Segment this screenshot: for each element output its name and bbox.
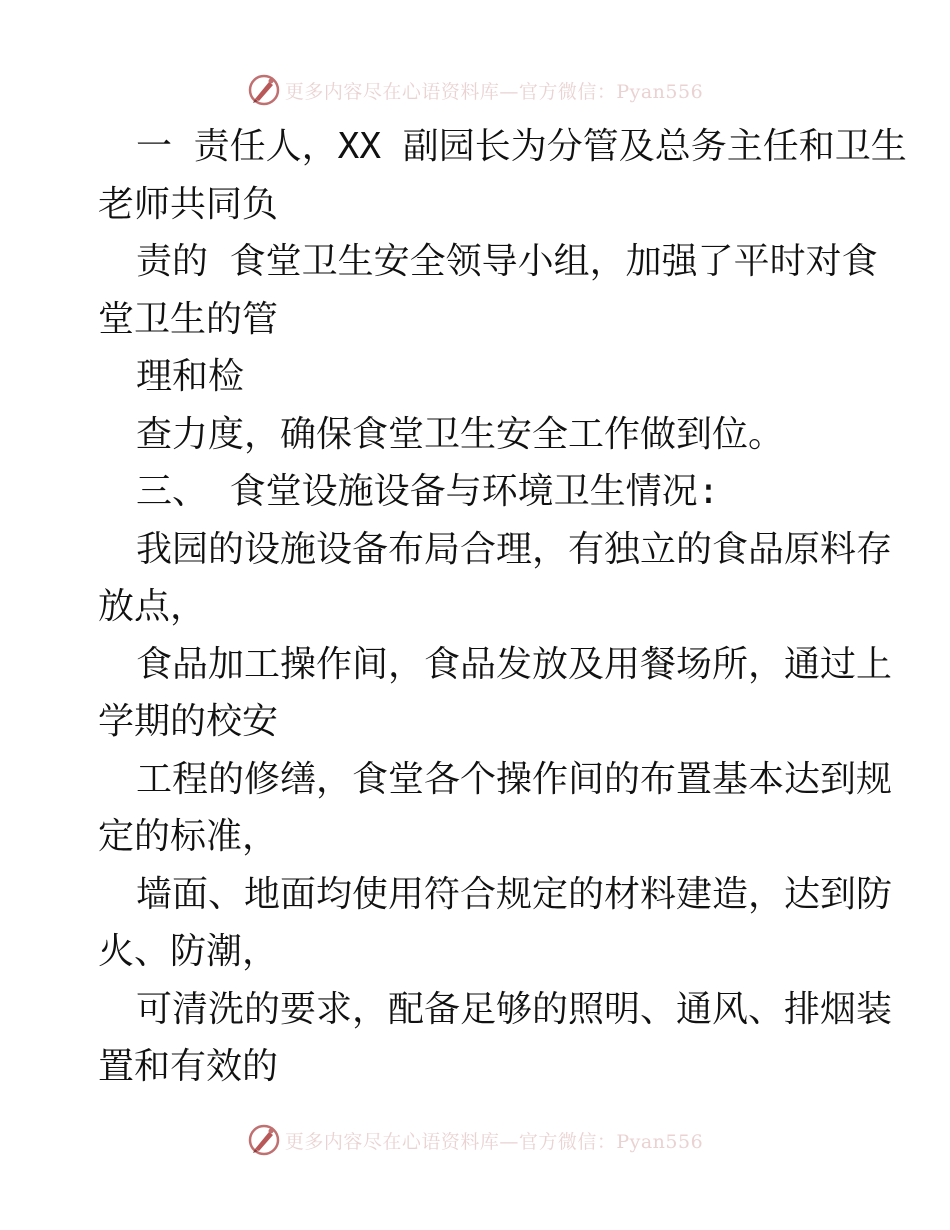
text-line: 责的 食堂卫生安全领导小组，加强了平时对食 [136,241,878,282]
pen-in-circle-logo-icon [247,1123,281,1157]
watermark-text: 更多内容尽在心语资料库—官方微信：Pyan556 [284,80,704,103]
text-line: 我园的设施设备布局合理，有独立的食品原料存 [136,528,893,570]
text-line: 堂卫生的管 [98,298,279,340]
watermark-text: 更多内容尽在心语资料库—官方微信：Pyan556 [284,1130,704,1153]
text-line: 老师共同负 [98,183,279,225]
footer-watermark [0,1120,950,1160]
document-body [98,118,907,1096]
text-line: 墙面、地面均使用符合规定的材料建造，达到防 [136,873,893,915]
pen-in-circle-logo-icon [247,73,281,107]
text-line: 一 责任人，XX 副园长为分管及总务主任和卫生 [136,126,907,167]
text-line: 学期的校安 [98,701,279,742]
text-line: 置和有效的 [98,1046,279,1087]
text-line: 火、防潮， [98,931,279,972]
text-line: 理和检 [136,356,245,397]
text-line: 查力度，确保食堂卫生安全工作做到位。 [136,413,785,455]
section-heading: 三、 食堂设施设备与环境卫生情况: [136,471,720,512]
text-line: 定的标准， [98,816,279,857]
text-line: 可清洗的要求，配备足够的照明、通风、排烟装 [136,988,893,1030]
text-line: 食品加工操作间，食品发放及用餐场所，通过上 [136,643,893,685]
text-line: 工程的修缮，食堂各个操作间的布置基本达到规 [136,758,893,800]
header-watermark [0,70,950,110]
text-line: 放点， [98,586,207,627]
